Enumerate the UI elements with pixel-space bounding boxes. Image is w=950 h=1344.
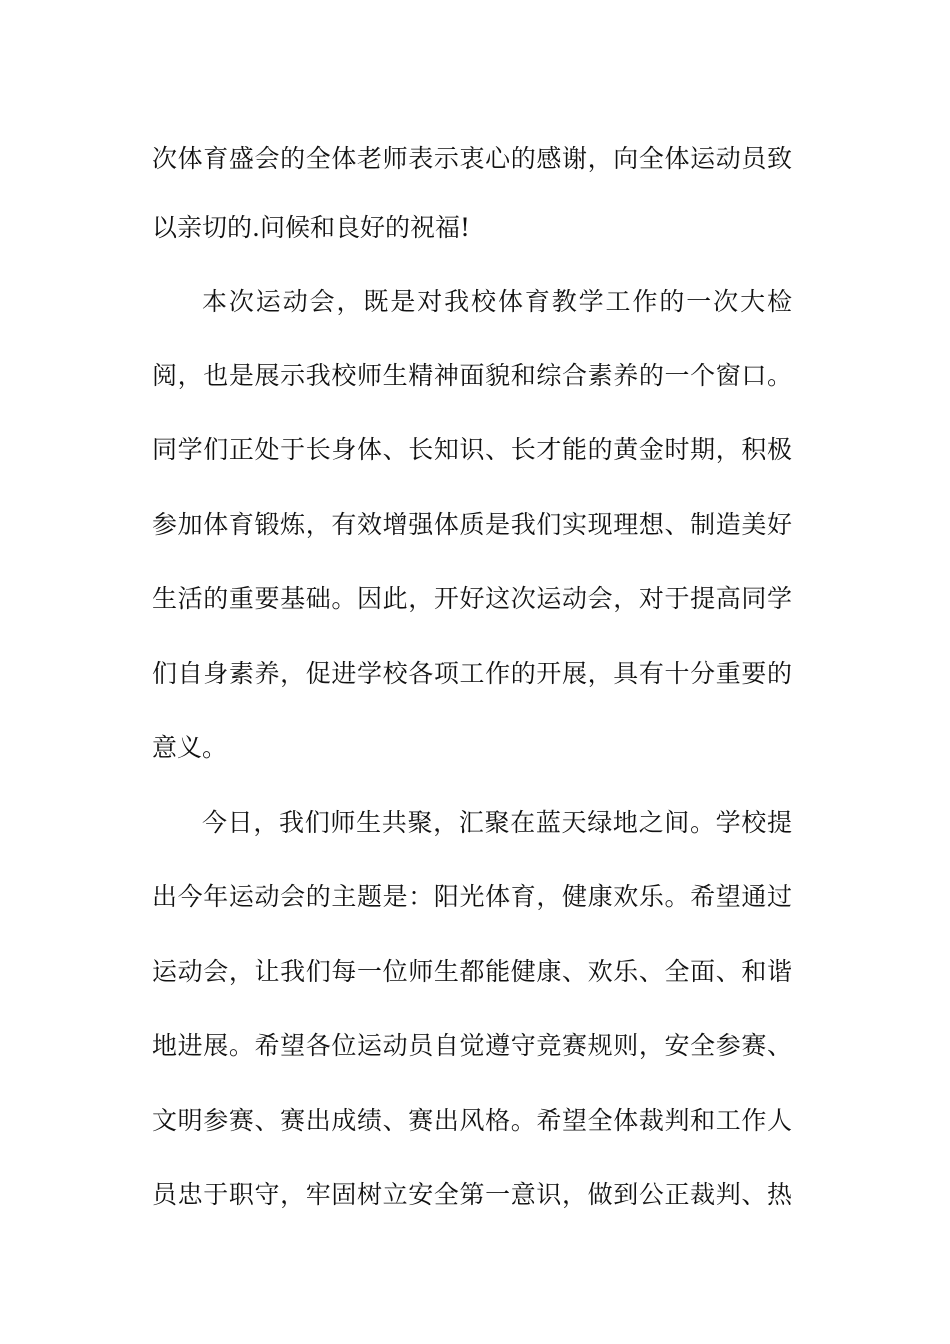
text-line: 出今年运动会的主题是：阳光体育，健康欢乐。希望通过	[152, 882, 792, 911]
text-line: 文明参赛、赛出成绩、赛出风格。希望全体裁判和工作人	[152, 1106, 792, 1135]
text-line: 阅，也是展示我校师生精神面貌和综合素养的一个窗口。	[152, 361, 792, 390]
text-line: 参加体育锻炼，有效增强体质是我们实现理想、制造美好	[152, 510, 792, 539]
text-line: 运动会，让我们每一位师生都能健康、欢乐、全面、和谐	[152, 957, 792, 986]
text-line: 员忠于职守，牢固树立安全第一意识，做到公正裁判、热	[152, 1180, 792, 1209]
text-line: 地进展。希望各位运动员自觉遵守竞赛规则，安全参赛、	[152, 1031, 792, 1060]
text-line: 生活的重要基础。因此，开好这次运动会，对于提高同学	[152, 584, 792, 613]
text-line: 以亲切的.问候和良好的祝福!	[152, 213, 470, 242]
text-line: 们自身素养，促进学校各项工作的开展，具有十分重要的	[152, 659, 792, 688]
text-line: 次体育盛会的全体老师表示衷心的感谢，向全体运动员致	[152, 144, 792, 173]
text-line: 意义。	[152, 733, 228, 762]
paragraph-start-line: 本次运动会，既是对我校体育教学工作的一次大检	[202, 287, 792, 316]
paragraph-start-line: 今日，我们师生共聚，汇聚在蓝天绿地之间。学校提	[202, 808, 792, 837]
text-line: 同学们正处于长身体、长知识、长才能的黄金时期，积极	[152, 435, 792, 464]
